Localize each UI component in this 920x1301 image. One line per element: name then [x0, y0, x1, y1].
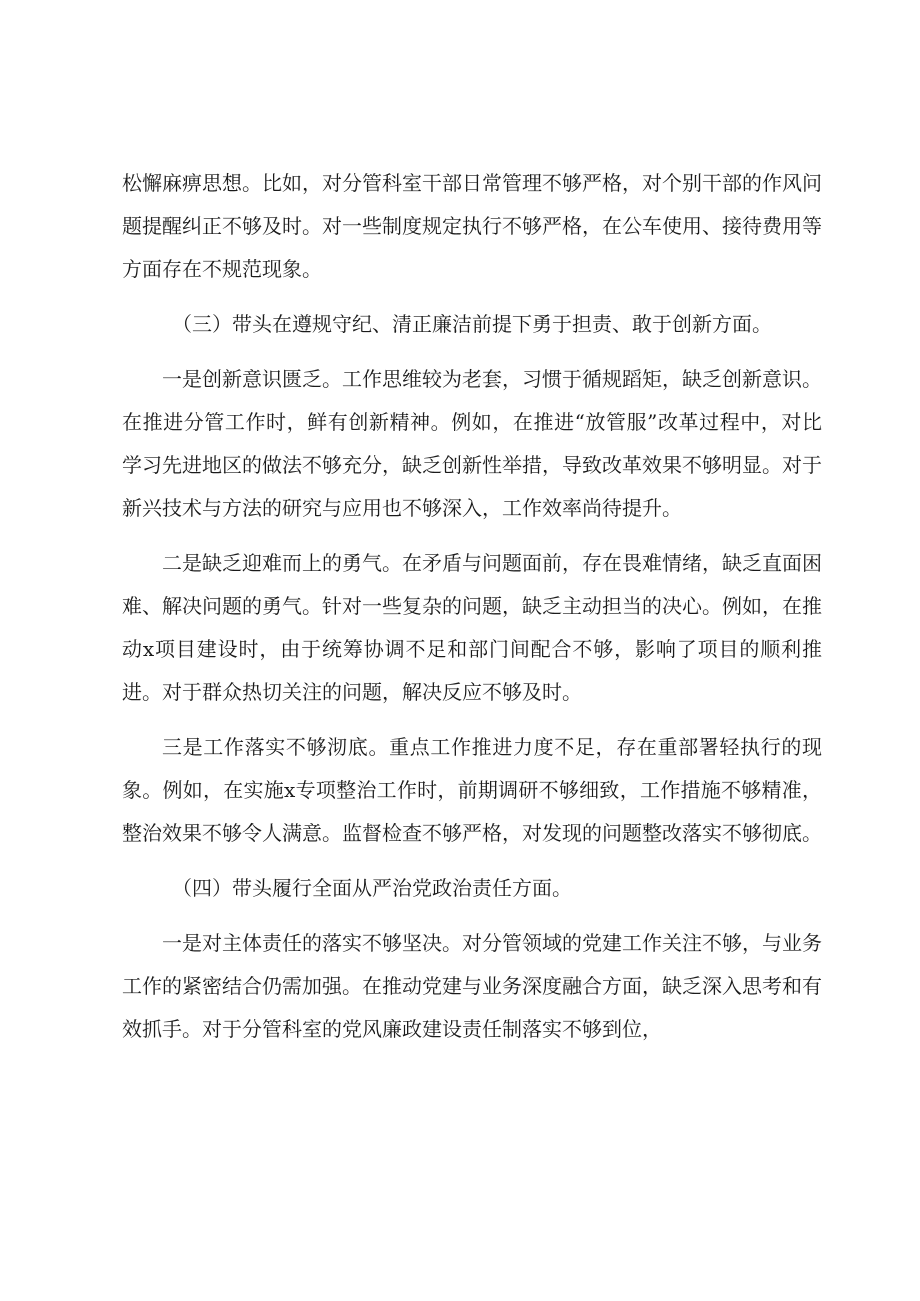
paragraph-responsibility: 一是对主体责任的落实不够坚决。对分管领域的党建工作关注不够，与业务工作的紧密结合仍需加强。在推动党建与业务深度融合方面，缺乏深入思考和有效抓手。对于分管科室的党风廉政建设责任制落实不够到位， [122, 931, 822, 1041]
paragraph-innovation: 一是创新意识匮乏。工作思维较为老套，习惯于循规蹈矩，缺乏创新意识。在推进分管工作时，鲜有创新精神。例如，在推进“放管服”改革过程中，对比学习先进地区的做法不够充分，缺乏创新性举措，导致改革效果不够明显。对于新兴技术与方法的研究与应用也不够深入，工作效率尚待提升。 [122, 367, 822, 520]
paragraph-continuation: 松懈麻痹思想。比如，对分管科室干部日常管理不够严格，对个别干部的作风问题提醒纠正不够及时。对一些制度规定执行不够严格，在公车使用、接待费用等方面存在不规范现象。 [122, 171, 822, 281]
paragraph-implementation: 三是工作落实不够沏底。重点工作推进力度不足，存在重部署轻执行的现象。例如，在实施x专项整治工作时，前期调研不够细致，工作措施不够精准，整治效果不够令人满意。监督检查不够严格，对发现的问题整改落实不够彻底。 [122, 735, 822, 845]
document-body [122, 162, 822, 1063]
paragraph-courage: 二是缺乏迎难而上的勇气。在矛盾与问题面前，存在畏难情绪，缺乏直面困难、解决问题的勇气。针对一些复杂的问题，缺乏主动担当的决心。例如，在推动x项目建设时，由于统筹协调不足和部门间配合不够，影响了项目的顺利推进。对于群众热切关注的问题，解决反应不够及时。 [122, 551, 822, 704]
section-heading-3: （三）带头在遵规守纪、清正廉洁前提下勇于担责、敢于创新方面。 [172, 312, 772, 336]
section-heading-4: （四）带头履行全面从严治党政治责任方面。 [172, 876, 572, 900]
